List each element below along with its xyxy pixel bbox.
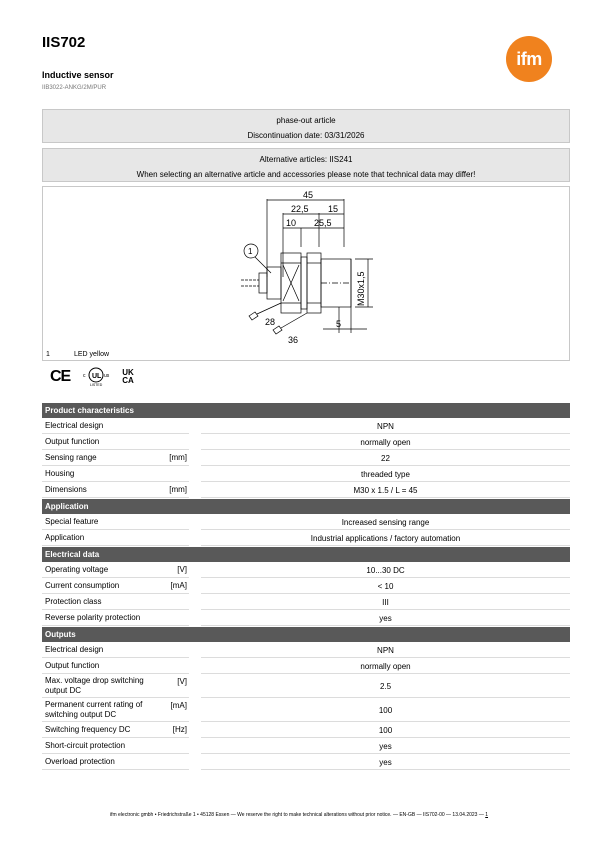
row-label: Application xyxy=(42,531,162,546)
row-unit xyxy=(162,531,189,546)
alternative-notice xyxy=(42,148,570,182)
footer-text: ifm electronic gmbh • Friedrichstraße 1 • 45128 Essen — We reserve the right to make technical alterations without prior notice. — EN-GB — IIS702-00 — 13.04.2023 — xyxy=(109,812,484,818)
ukca-top: UK xyxy=(122,368,134,377)
row-label: Switching frequency DC xyxy=(42,723,162,738)
table-row xyxy=(42,675,570,698)
dim-label-10: 10 xyxy=(286,218,297,228)
row-label: Short-circuit protection xyxy=(42,739,162,754)
table-row xyxy=(42,755,570,770)
row-unit xyxy=(162,515,189,530)
sensor-nut-2 xyxy=(307,253,321,313)
row-unit xyxy=(162,611,189,626)
table-row xyxy=(42,699,570,722)
row-label: Reverse polarity protection xyxy=(42,611,162,626)
row-value: 22 xyxy=(201,451,570,466)
table-row xyxy=(42,531,570,546)
table-row xyxy=(42,483,570,498)
row-label: Output function xyxy=(42,435,162,450)
phase-out-notice xyxy=(42,109,570,143)
row-value: Increased sensing range xyxy=(201,515,570,530)
row-label: Permanent current rating of switching output DC xyxy=(42,699,162,722)
article-code: IIB3022-ANKG/2M/PUR xyxy=(42,85,107,91)
alternative-articles: Alternative articles: IIS241 xyxy=(259,155,353,164)
table-row xyxy=(42,595,570,610)
table-row xyxy=(42,659,570,674)
page-footer xyxy=(0,812,598,818)
row-label: Electrical design xyxy=(42,419,162,434)
row-label: Sensing range xyxy=(42,451,162,466)
row-value: 10...30 DC xyxy=(201,563,570,578)
row-value: yes xyxy=(201,755,570,770)
drawing-legend xyxy=(46,351,109,358)
row-unit: [mm] xyxy=(162,483,189,498)
row-label: Dimensions xyxy=(42,483,162,498)
dim-label-25-5: 25,5 xyxy=(314,218,332,228)
table-row xyxy=(42,419,570,434)
alternative-warning: When selecting an alternative article and accessories please note that technical data may differ! xyxy=(136,170,476,179)
table-row xyxy=(42,563,570,578)
dim-label-36: 36 xyxy=(288,335,299,345)
thread-section xyxy=(301,257,307,309)
ul-listed: LISTED xyxy=(90,383,103,387)
cable-connector xyxy=(259,273,267,293)
dimension-drawing-svg xyxy=(43,187,571,362)
svg-text:UL: UL xyxy=(92,373,102,380)
row-unit: [mA] xyxy=(162,579,189,594)
row-value: 100 xyxy=(201,699,570,722)
table-row xyxy=(42,723,570,738)
section-header: Electrical data xyxy=(42,547,570,562)
ukca-bottom: CA xyxy=(122,376,134,385)
product-subtitle: Inductive sensor xyxy=(42,70,114,80)
table-row xyxy=(42,579,570,594)
row-value: normally open xyxy=(201,659,570,674)
ul-c: c xyxy=(83,373,86,379)
product-title: IIS702 xyxy=(42,34,86,51)
row-value: 2.5 xyxy=(201,675,570,698)
row-label: Special feature xyxy=(42,515,162,530)
row-unit: [Hz] xyxy=(162,723,189,738)
dim-label-22-5: 22,5 xyxy=(291,204,309,214)
section-header: Application xyxy=(42,499,570,514)
section-header: Outputs xyxy=(42,627,570,642)
row-value: yes xyxy=(201,611,570,626)
table-row xyxy=(42,435,570,450)
row-value: < 10 xyxy=(201,579,570,594)
table-row xyxy=(42,451,570,466)
row-label: Protection class xyxy=(42,595,162,610)
table-row xyxy=(42,467,570,482)
row-unit xyxy=(162,467,189,482)
row-value: M30 x 1.5 / L = 45 xyxy=(201,483,570,498)
dim-label-15: 15 xyxy=(328,204,339,214)
row-unit xyxy=(162,595,189,610)
legend-number: 1 xyxy=(46,351,50,358)
ul-us: us xyxy=(104,373,110,379)
row-value: yes xyxy=(201,739,570,754)
row-value: Industrial applications / factory automation xyxy=(201,531,570,546)
led-housing xyxy=(267,267,281,299)
ukca-mark-icon xyxy=(122,369,142,385)
ul-listed-svg xyxy=(80,367,112,387)
led-callout-number: 1 xyxy=(248,247,253,256)
row-unit xyxy=(162,755,189,770)
table-row xyxy=(42,643,570,658)
row-unit: [V] xyxy=(162,563,189,578)
discontinuation-date: Discontinuation date: 03/31/2026 xyxy=(247,131,365,140)
row-value: NPN xyxy=(201,419,570,434)
row-label: Overload protection xyxy=(42,755,162,770)
ifm-logo xyxy=(506,36,552,82)
dim-label-thread: M30x1,5 xyxy=(356,271,366,306)
row-unit xyxy=(162,643,189,658)
row-unit: [mm] xyxy=(162,451,189,466)
certification-marks xyxy=(50,366,142,388)
row-unit xyxy=(162,419,189,434)
row-value: 100 xyxy=(201,723,570,738)
row-unit xyxy=(162,659,189,674)
table-row xyxy=(42,515,570,530)
ce-mark-icon: CE xyxy=(50,368,71,385)
table-row xyxy=(42,611,570,626)
dim-label-45: 45 xyxy=(303,190,314,200)
row-unit: [V] xyxy=(162,675,189,698)
row-unit xyxy=(162,435,189,450)
table-row xyxy=(42,739,570,754)
row-label: Housing xyxy=(42,467,162,482)
row-label: Max. voltage drop switching output DC xyxy=(42,675,162,698)
technical-data-tables xyxy=(42,403,570,771)
row-value: threaded type xyxy=(201,467,570,482)
wrench-icon xyxy=(273,326,282,334)
dimension-drawing xyxy=(42,186,570,361)
page-number[interactable]: 1 xyxy=(485,812,489,818)
row-label: Output function xyxy=(42,659,162,674)
ul-listed-icon xyxy=(80,367,112,387)
section-header: Product characteristics xyxy=(42,403,570,418)
dim-label-5: 5 xyxy=(336,319,342,329)
phase-out-label: phase-out article xyxy=(276,116,336,125)
row-label: Electrical design xyxy=(42,643,162,658)
legend-text: LED yellow xyxy=(74,351,110,358)
row-label: Operating voltage xyxy=(42,563,162,578)
dim-label-28: 28 xyxy=(265,317,276,327)
logo-text: ifm xyxy=(516,48,542,69)
row-value: normally open xyxy=(201,435,570,450)
row-unit: [mA] xyxy=(162,699,189,722)
row-label: Current consumption xyxy=(42,579,162,594)
row-unit xyxy=(162,739,189,754)
row-value: NPN xyxy=(201,643,570,658)
row-value: III xyxy=(201,595,570,610)
wrench-icon xyxy=(249,312,258,320)
